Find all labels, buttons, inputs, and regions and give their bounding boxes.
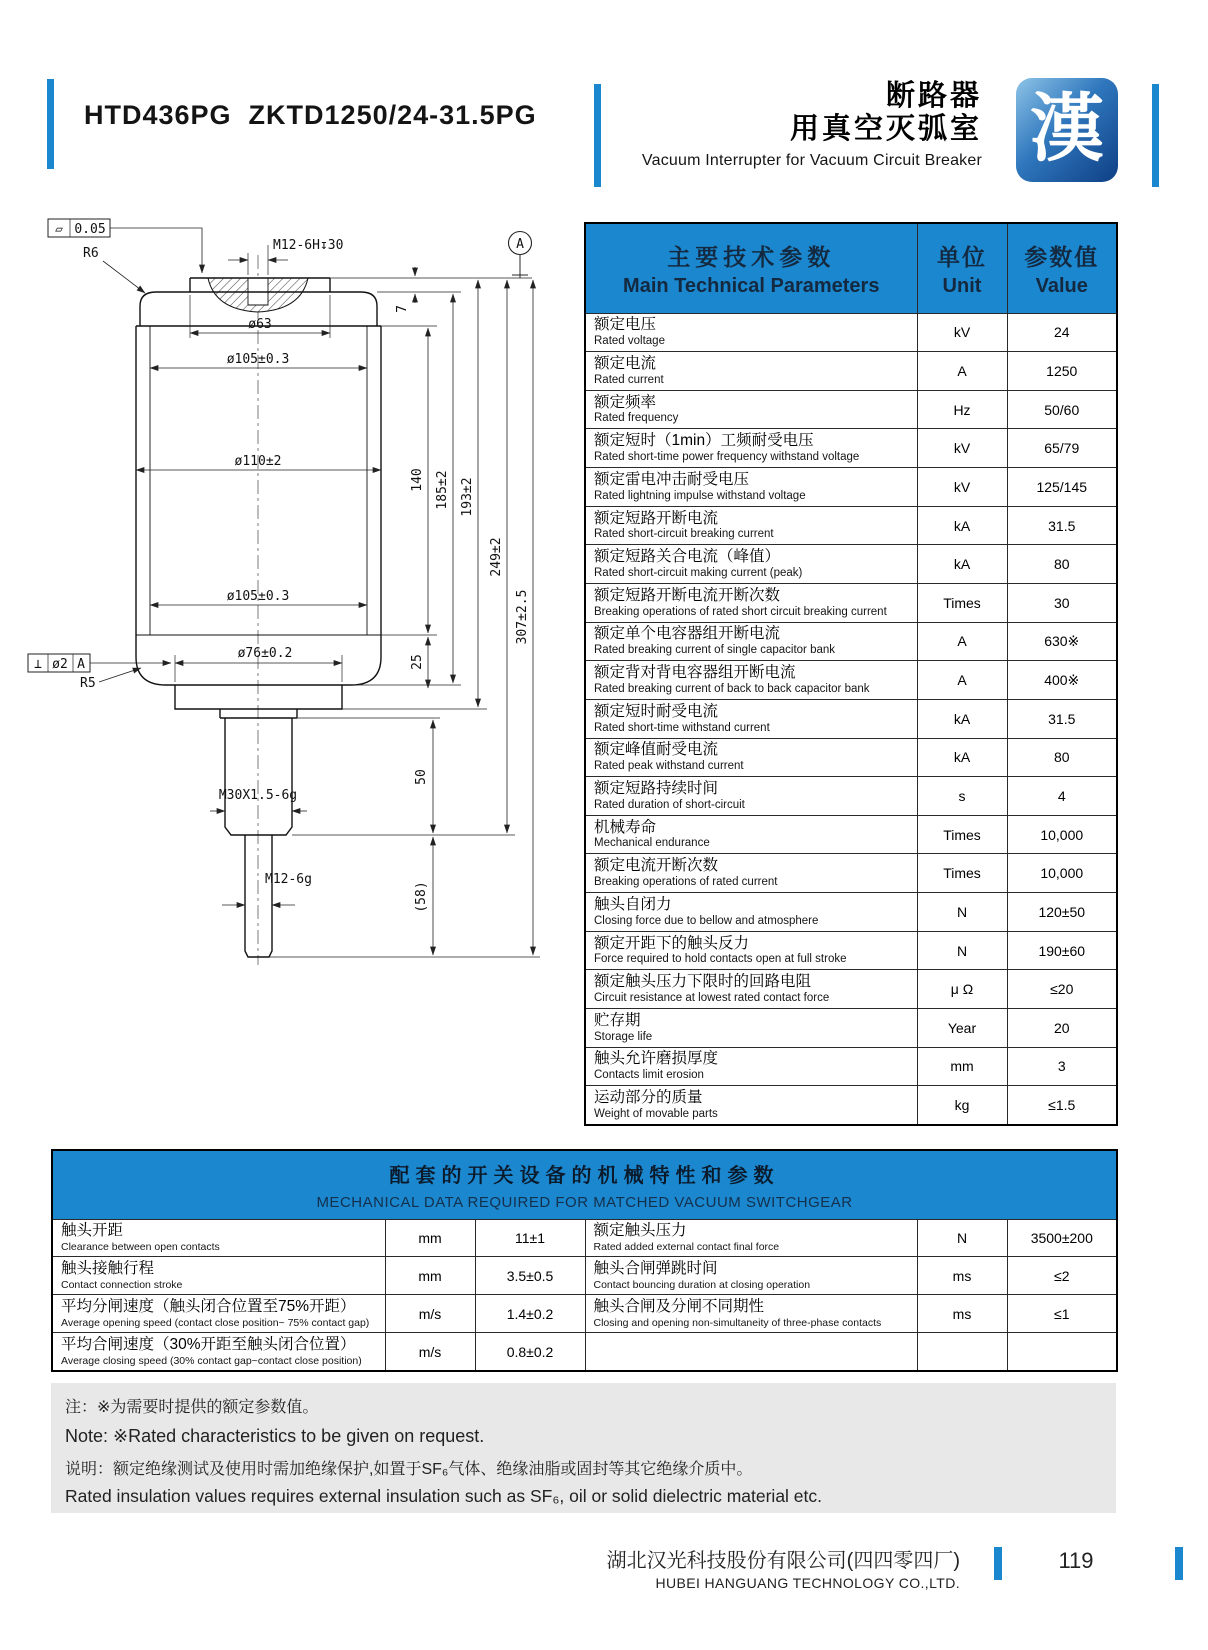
unit-cell: μ Ω bbox=[917, 970, 1007, 1009]
param-cn: 触头允许磨损厚度 bbox=[594, 1050, 719, 1068]
param-cn: 机械寿命 bbox=[594, 818, 657, 836]
unit-cell: kV bbox=[917, 468, 1007, 507]
table-row bbox=[585, 777, 1117, 816]
mech-title-cn: 配套的开关设备的机械特性和参数 bbox=[389, 1164, 780, 1187]
param-en: Rated short-circuit breaking current bbox=[594, 528, 774, 541]
value-cell: 50/60 bbox=[1007, 390, 1117, 429]
table-row bbox=[585, 931, 1117, 970]
param-cn: 额定频率 bbox=[594, 393, 657, 411]
table-row bbox=[585, 583, 1117, 622]
param-cn: 额定电压 bbox=[594, 316, 657, 334]
value-cell: 31.5 bbox=[1007, 699, 1117, 738]
param-cn: 额定电流开断次数 bbox=[594, 857, 719, 875]
header-left-accent-bar bbox=[47, 79, 54, 169]
value-cell: 125/145 bbox=[1007, 468, 1117, 507]
param-cn: 额定短路开断电流开断次数 bbox=[594, 586, 781, 604]
param-cn: 额定短路关合电流（峰值） bbox=[594, 548, 781, 566]
header-product-block bbox=[600, 80, 982, 170]
table-row bbox=[585, 815, 1117, 854]
company-seal-logo: 漢 bbox=[1016, 78, 1118, 182]
thread-top-label: M12-6H↧30 bbox=[273, 238, 344, 253]
remark-line-cn: 说明：额定绝缘测试及使用时需加绝缘保护,如置于SF₆气体、绝缘油脂或固封等其它绝缘介质中。 bbox=[65, 1461, 753, 1478]
param-cn: 额定雷电冲击耐受电压 bbox=[594, 470, 750, 488]
table-row bbox=[585, 1047, 1117, 1086]
param-en: Rated added external contact final force bbox=[593, 1241, 780, 1254]
param-en: Rated frequency bbox=[594, 412, 679, 425]
product-name-cn-line2: 用真空灭弧室 bbox=[789, 113, 982, 146]
value-cell: 4 bbox=[1007, 777, 1117, 816]
unit-cell: kA bbox=[917, 545, 1007, 584]
param-cn: 贮存期 bbox=[594, 1011, 641, 1029]
value-cell: 30 bbox=[1007, 583, 1117, 622]
param-cn: 触头自闭力 bbox=[594, 895, 672, 913]
dim-d105-top: ø105±0.3 bbox=[226, 352, 290, 367]
unit-cell: A bbox=[917, 661, 1007, 700]
header-right-accent-bar bbox=[1152, 84, 1159, 187]
value-cell: 10,000 bbox=[1007, 815, 1117, 854]
table-row bbox=[585, 352, 1117, 391]
param-en: Rated peak withstand current bbox=[594, 760, 744, 773]
param-en: Rated duration of short-circuit bbox=[594, 798, 745, 811]
perpendicularity-datum: A bbox=[77, 657, 85, 672]
param-cn: 额定背对背电容器组开断电流 bbox=[594, 664, 796, 682]
value-cell bbox=[1007, 1333, 1117, 1371]
param-cn: 运动部分的质量 bbox=[594, 1089, 703, 1107]
mech-title-en: MECHANICAL DATA REQUIRED FOR MATCHED VACUUM SWITCHGEAR bbox=[316, 1193, 853, 1211]
unit-cell: s bbox=[917, 777, 1007, 816]
param-cn: 平均合闸速度（30%开距至触头闭合位置） bbox=[61, 1336, 356, 1354]
unit-cell: ms bbox=[917, 1257, 1007, 1295]
dim-58: (58) bbox=[414, 881, 429, 913]
radius-top-label: R6 bbox=[83, 246, 99, 261]
table-row bbox=[52, 1257, 1117, 1295]
header-value bbox=[1007, 223, 1117, 313]
param-en: Breaking operations of rated current bbox=[594, 876, 778, 889]
thread-rod-label: M12-6g bbox=[265, 872, 312, 887]
table-row bbox=[585, 854, 1117, 893]
dim-7: 7 bbox=[395, 305, 410, 313]
param-en: Average opening speed (contact close position~ 75% contact gap) bbox=[61, 1317, 370, 1330]
unit-cell: m/s bbox=[385, 1295, 475, 1333]
body-bottom-outline bbox=[136, 657, 381, 685]
param-en: Storage life bbox=[594, 1030, 653, 1043]
unit-cell: Times bbox=[917, 854, 1007, 893]
value-cell: 20 bbox=[1007, 1009, 1117, 1048]
value-cell: 1250 bbox=[1007, 352, 1117, 391]
table-row bbox=[585, 661, 1117, 700]
param-en: Closing and opening non-simultaneity of three-phase contacts bbox=[593, 1317, 882, 1330]
stem-collar bbox=[220, 709, 297, 718]
param-cn: 额定短路开断电流 bbox=[594, 509, 719, 527]
param-cn: 额定电流 bbox=[594, 354, 657, 372]
main-parameters-table bbox=[584, 222, 1118, 1126]
unit-cell: kA bbox=[917, 699, 1007, 738]
unit-cell: N bbox=[917, 893, 1007, 932]
unit-cell: kV bbox=[917, 429, 1007, 468]
unit-cell: kA bbox=[917, 738, 1007, 777]
footer-accent-bar-right bbox=[1175, 1547, 1183, 1580]
table-row bbox=[585, 970, 1117, 1009]
dim-249: 249±2 bbox=[489, 537, 504, 577]
unit-cell: N bbox=[917, 1219, 1007, 1257]
unit-cell: mm bbox=[385, 1219, 475, 1257]
remark-line-en: Rated insulation values requires external insulation such as SF₆, oil or solid dielectric material etc. bbox=[65, 1486, 823, 1506]
value-cell: 1.4±0.2 bbox=[475, 1295, 585, 1333]
param-cn: 额定短时（1min）工频耐受电压 bbox=[594, 432, 814, 450]
param-en: Rated breaking current of single capacitor bank bbox=[594, 644, 836, 657]
param-en: Rated current bbox=[594, 373, 664, 386]
param-en: Clearance between open contacts bbox=[61, 1241, 220, 1254]
dim-d105-bottom: ø105±0.3 bbox=[226, 589, 290, 604]
product-name-cn-line1: 断路器 bbox=[885, 80, 982, 112]
product-name-en: Vacuum Interrupter for Vacuum Circuit Breaker bbox=[641, 151, 982, 169]
table-row bbox=[52, 1219, 1117, 1257]
page-number: 119 bbox=[1058, 1548, 1094, 1573]
value-cell: 3 bbox=[1007, 1047, 1117, 1086]
table-row bbox=[585, 390, 1117, 429]
param-en: Rated breaking current of back to back capacitor bank bbox=[594, 682, 870, 695]
unit-cell: m/s bbox=[385, 1333, 475, 1371]
flatness-value: 0.05 bbox=[74, 222, 106, 237]
param-en: Contacts limit erosion bbox=[594, 1069, 704, 1082]
header-parameters bbox=[585, 223, 917, 313]
value-cell: ≤2 bbox=[1007, 1257, 1117, 1295]
table-row bbox=[585, 506, 1117, 545]
table-row bbox=[585, 1086, 1117, 1125]
footer-company-block bbox=[540, 1544, 960, 1591]
table-row bbox=[585, 738, 1117, 777]
header-parameters-en: Main Technical Parameters bbox=[623, 274, 880, 297]
unit-cell: Year bbox=[917, 1009, 1007, 1048]
notes-block bbox=[51, 1383, 1116, 1513]
param-en: Closing force due to bellow and atmosphere bbox=[594, 914, 819, 927]
param-en: Force required to hold contacts open at full stroke bbox=[594, 953, 847, 966]
header-unit-cn: 单位 bbox=[937, 243, 987, 270]
header-value-cn: 参数值 bbox=[1024, 243, 1100, 270]
value-cell: 80 bbox=[1007, 545, 1117, 584]
param-en: Weight of movable parts bbox=[594, 1107, 718, 1120]
radius-bottom-label: R5 bbox=[80, 676, 96, 691]
param-en: Rated voltage bbox=[594, 335, 665, 348]
value-cell: ≤20 bbox=[1007, 970, 1117, 1009]
value-cell: 80 bbox=[1007, 738, 1117, 777]
param-cn: 触头接触行程 bbox=[61, 1260, 155, 1278]
value-cell: 65/79 bbox=[1007, 429, 1117, 468]
perpendicularity-value: ø2 bbox=[52, 657, 68, 672]
param-cn: 触头合闸及分闸不同期性 bbox=[593, 1298, 765, 1316]
table-row bbox=[585, 699, 1117, 738]
param-en: Average closing speed (30% contact gap~contact close position) bbox=[61, 1354, 362, 1367]
bottom-flange bbox=[175, 685, 342, 709]
mechanical-data-table bbox=[51, 1149, 1118, 1372]
perpendicularity-symbol: ⊥ bbox=[34, 657, 42, 672]
table-header-row bbox=[585, 223, 1117, 313]
param-cn: 额定触头压力 bbox=[593, 1222, 687, 1240]
param-cn: 触头合闸弹跳时间 bbox=[593, 1260, 718, 1278]
value-cell: ≤1 bbox=[1007, 1295, 1117, 1333]
unit-cell: Hz bbox=[917, 390, 1007, 429]
table-row bbox=[52, 1333, 1117, 1371]
dim-25: 25 bbox=[410, 654, 425, 670]
value-cell: 10,000 bbox=[1007, 854, 1117, 893]
dim-d76: ø76±0.2 bbox=[237, 646, 293, 661]
table-row bbox=[585, 622, 1117, 661]
unit-cell: kA bbox=[917, 506, 1007, 545]
note-line-cn: 注：※为需要时提供的额定参数值。 bbox=[65, 1399, 319, 1416]
header-parameters-cn: 主要技术参数 bbox=[667, 243, 836, 270]
header-unit-en: Unit bbox=[942, 274, 982, 297]
company-name-en: HUBEI HANGUANG TECHNOLOGY CO.,LTD. bbox=[655, 1575, 960, 1591]
value-cell: 3.5±0.5 bbox=[475, 1257, 585, 1295]
param-cn: 平均分闸速度（触头闭合位置至75%开距） bbox=[61, 1298, 356, 1316]
dim-307: 307±2.5 bbox=[515, 589, 530, 645]
table-row bbox=[585, 468, 1117, 507]
footer-accent-bar-left bbox=[994, 1547, 1002, 1580]
param-cn: 额定触头压力下限时的回路电阻 bbox=[594, 973, 812, 991]
unit-cell: ms bbox=[917, 1295, 1007, 1333]
dim-193: 193±2 bbox=[460, 477, 475, 517]
value-cell: 400※ bbox=[1007, 661, 1117, 700]
value-cell: 11±1 bbox=[475, 1219, 585, 1257]
dim-140: 140 bbox=[410, 468, 425, 492]
rod-m12 bbox=[245, 835, 272, 957]
unit-cell: A bbox=[917, 622, 1007, 661]
table-row bbox=[585, 1009, 1117, 1048]
flatness-symbol: ▱ bbox=[55, 222, 63, 237]
param-cn: 触头开距 bbox=[61, 1222, 124, 1240]
interrupter-technical-drawing bbox=[25, 205, 545, 967]
unit-cell: A bbox=[917, 352, 1007, 391]
param-en: Breaking operations of rated short circuit breaking current bbox=[594, 605, 887, 618]
header-value-en: Value bbox=[1035, 274, 1088, 297]
table-row bbox=[585, 313, 1117, 352]
param-en: Mechanical endurance bbox=[594, 837, 710, 850]
value-cell: 24 bbox=[1007, 313, 1117, 352]
param-en: Rated lightning impulse withstand voltage bbox=[594, 489, 806, 502]
param-en: Rated short-circuit making current (peak) bbox=[594, 566, 803, 579]
value-cell: ≤1.5 bbox=[1007, 1086, 1117, 1125]
stem-m30 bbox=[225, 718, 292, 835]
unit-cell bbox=[917, 1333, 1007, 1371]
param-cn: 额定短路持续时间 bbox=[594, 779, 719, 797]
dim-50: 50 bbox=[414, 769, 429, 785]
thread-stem-label: M30X1.5-6g bbox=[218, 788, 298, 803]
value-cell: 31.5 bbox=[1007, 506, 1117, 545]
header-unit bbox=[917, 223, 1007, 313]
value-cell: 630※ bbox=[1007, 622, 1117, 661]
value-cell: 120±50 bbox=[1007, 893, 1117, 932]
param-cn: 额定短时耐受电流 bbox=[594, 702, 719, 720]
unit-cell: kV bbox=[917, 313, 1007, 352]
value-cell: 190±60 bbox=[1007, 931, 1117, 970]
page-title: HTD436PG ZKTD1250/24-31.5PG bbox=[84, 100, 537, 130]
value-cell: 0.8±0.2 bbox=[475, 1333, 585, 1371]
unit-cell: Times bbox=[917, 583, 1007, 622]
dim-185: 185±2 bbox=[435, 470, 450, 510]
param-en: Rated short-time power frequency withstand voltage bbox=[594, 451, 860, 464]
dim-d110: ø110±2 bbox=[234, 454, 282, 469]
mech-table-title-row bbox=[52, 1150, 1117, 1219]
company-name-cn: 湖北汉光科技股份有限公司(四四零四厂) bbox=[606, 1550, 960, 1572]
table-row bbox=[585, 545, 1117, 584]
table-row bbox=[585, 893, 1117, 932]
param-en: Contact bouncing duration at closing operation bbox=[593, 1279, 811, 1292]
unit-cell: N bbox=[917, 931, 1007, 970]
param-en: Rated short-time withstand current bbox=[594, 721, 770, 734]
param-cn: 额定峰值耐受电流 bbox=[594, 741, 719, 759]
param-en: Circuit resistance at lowest rated contact force bbox=[594, 992, 830, 1004]
unit-cell: kg bbox=[917, 1086, 1007, 1125]
table-row bbox=[585, 429, 1117, 468]
unit-cell: mm bbox=[917, 1047, 1007, 1086]
note-line-en: Note: ※Rated characteristics to be given on request. bbox=[65, 1426, 485, 1446]
unit-cell: Times bbox=[917, 815, 1007, 854]
dim-d63: ø63 bbox=[248, 317, 272, 332]
datum-a-label: A bbox=[516, 237, 524, 252]
param-cn: 额定单个电容器组开断电流 bbox=[594, 625, 781, 643]
param-cn: 额定开距下的触头反力 bbox=[594, 934, 750, 952]
mech-table-title bbox=[52, 1150, 1117, 1219]
value-cell: 3500±200 bbox=[1007, 1219, 1117, 1257]
unit-cell: mm bbox=[385, 1257, 475, 1295]
table-row bbox=[52, 1295, 1117, 1333]
param-en: Contact connection stroke bbox=[61, 1279, 183, 1292]
